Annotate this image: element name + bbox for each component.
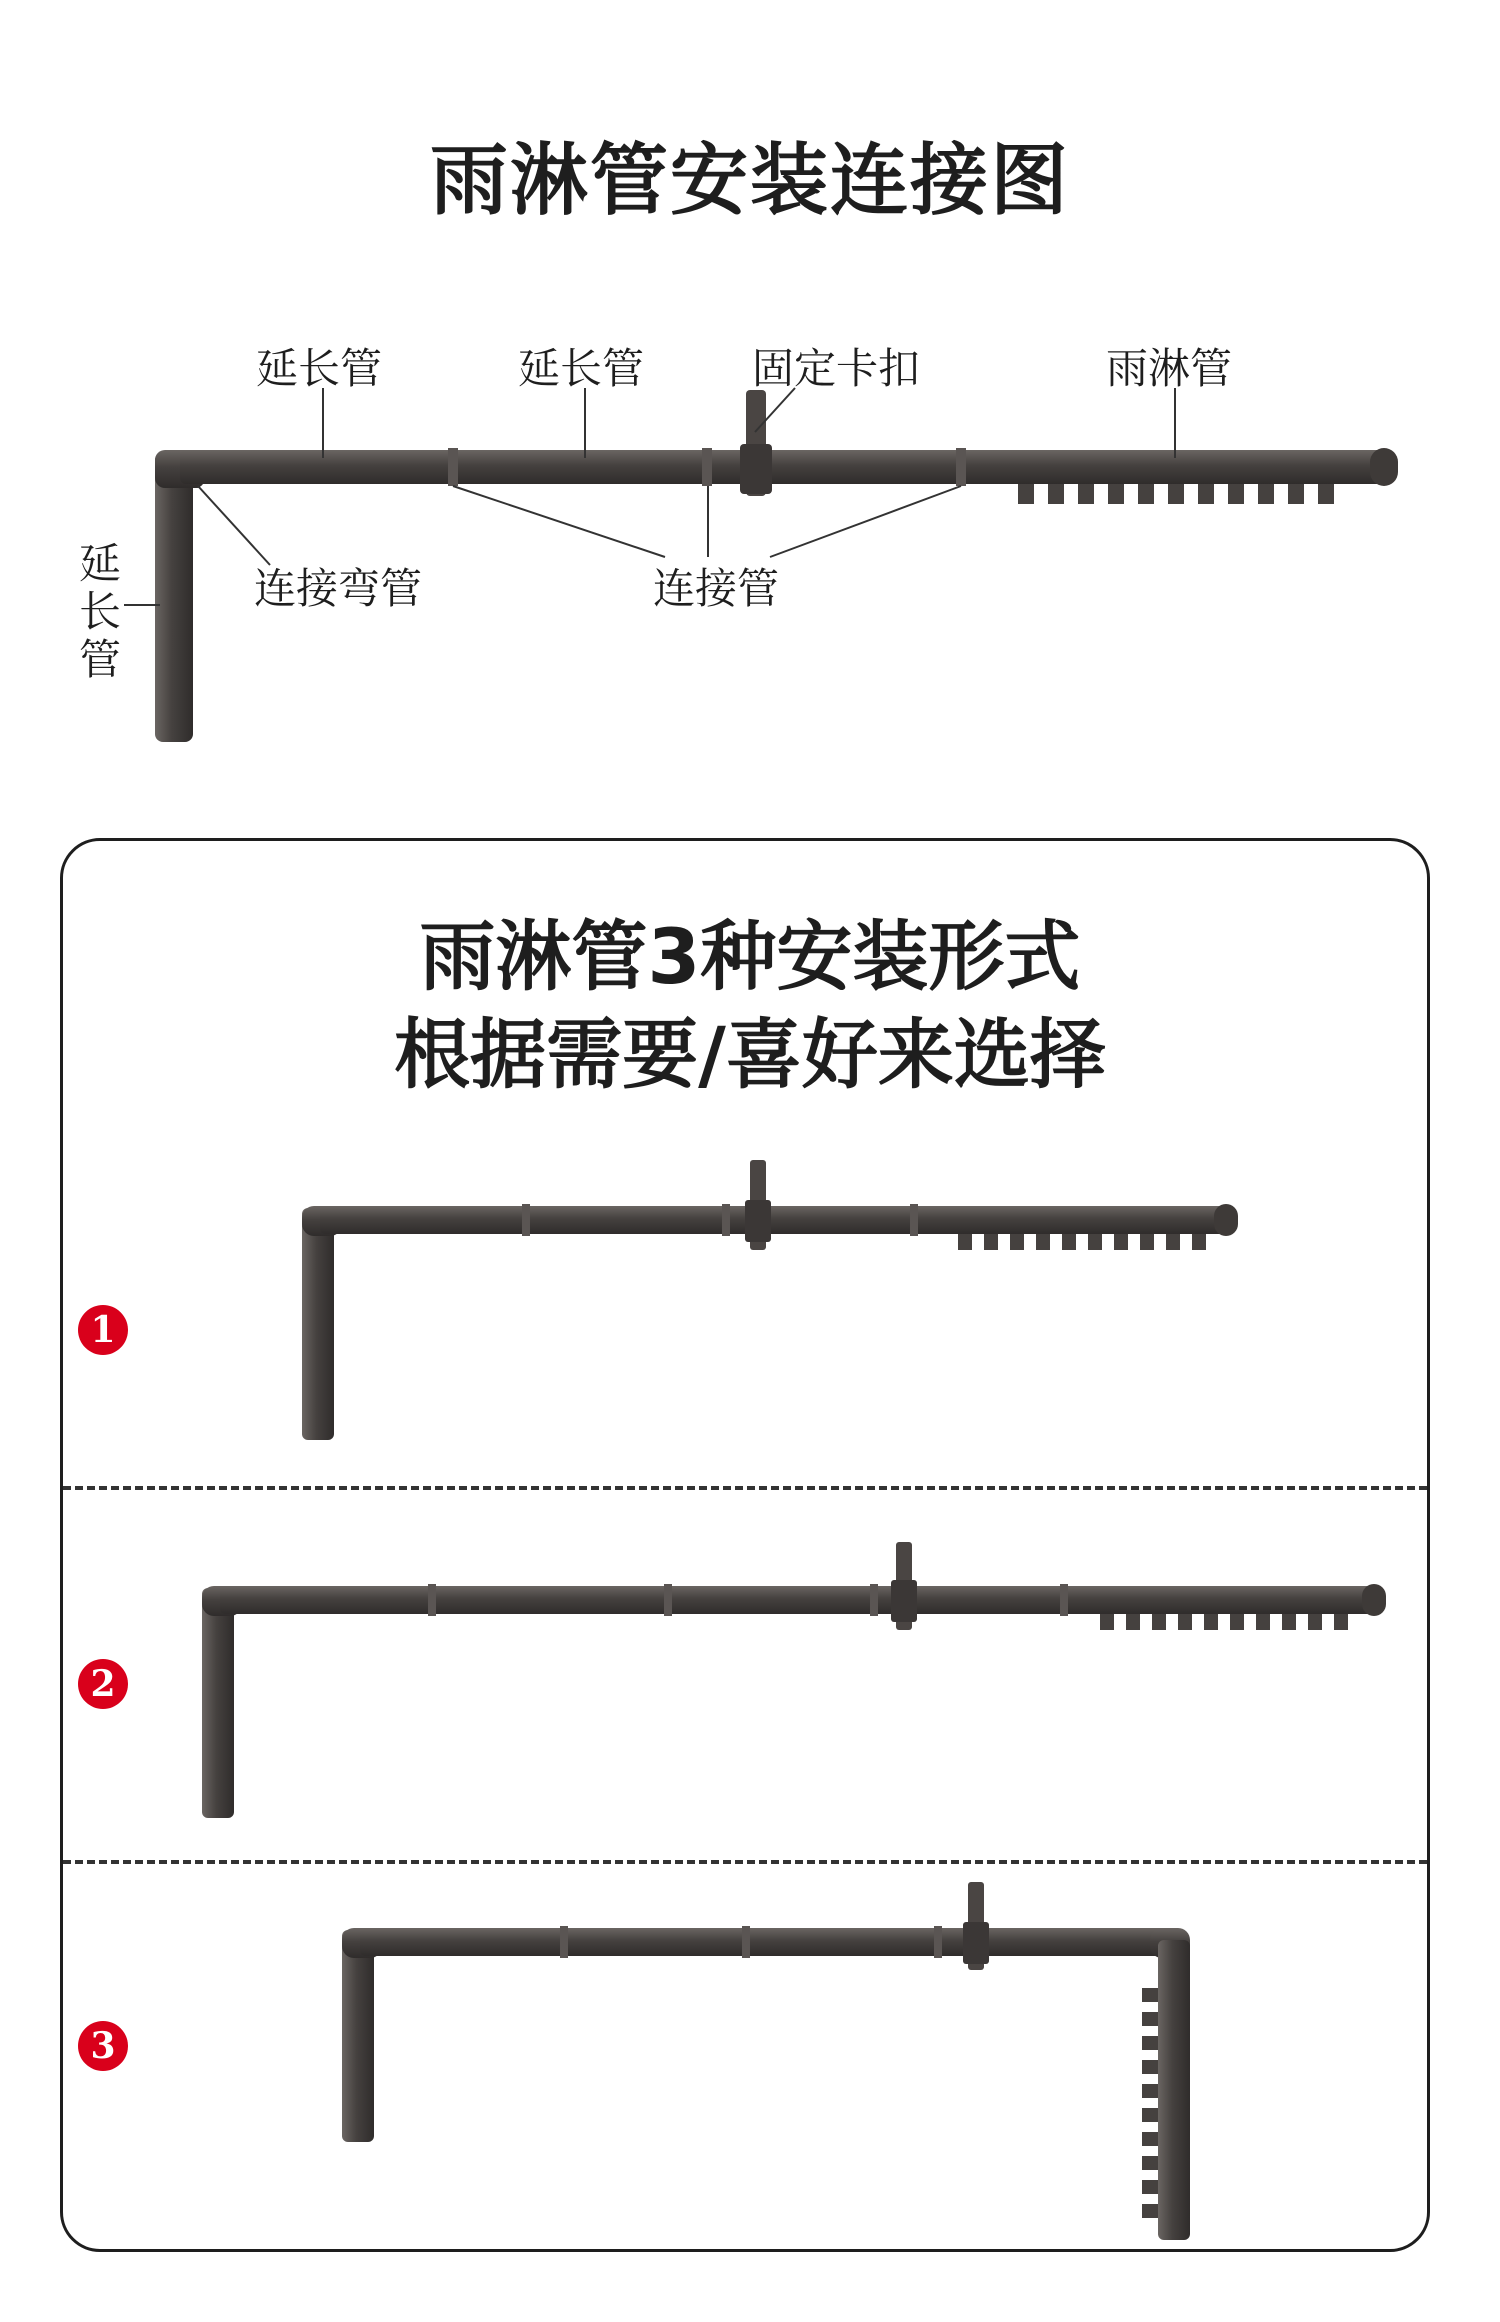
- label-extension-pipe-1: 延长管: [256, 344, 383, 393]
- label-connector-pipe: 连接管: [653, 564, 780, 613]
- option-divider: [63, 1860, 1427, 1864]
- option-1-number-badge: 1: [78, 1305, 128, 1355]
- option-3-rail: [342, 1882, 1190, 2240]
- option-2-rail: [202, 1542, 1386, 1818]
- panel-title-line2: 根据需要/喜好来选择: [394, 1010, 1106, 1099]
- label-extension-pipe-2: 延长管: [518, 344, 645, 393]
- label-vertical-extension-pipe: 延长管: [78, 539, 121, 684]
- panel-title-line1: 雨淋管3种安装形式: [419, 912, 1081, 1001]
- option-1-rail: [302, 1160, 1238, 1440]
- option-3-number-badge: 3: [78, 2021, 128, 2071]
- option-2-number-badge: 2: [78, 1659, 128, 1709]
- label-shower-pipe: 雨淋管: [1106, 344, 1233, 393]
- label-fixing-clip: 固定卡扣: [752, 344, 921, 393]
- label-elbow-connector: 连接弯管: [254, 564, 423, 613]
- option-divider: [63, 1486, 1427, 1490]
- page-title: 雨淋管安装连接图: [429, 136, 1070, 226]
